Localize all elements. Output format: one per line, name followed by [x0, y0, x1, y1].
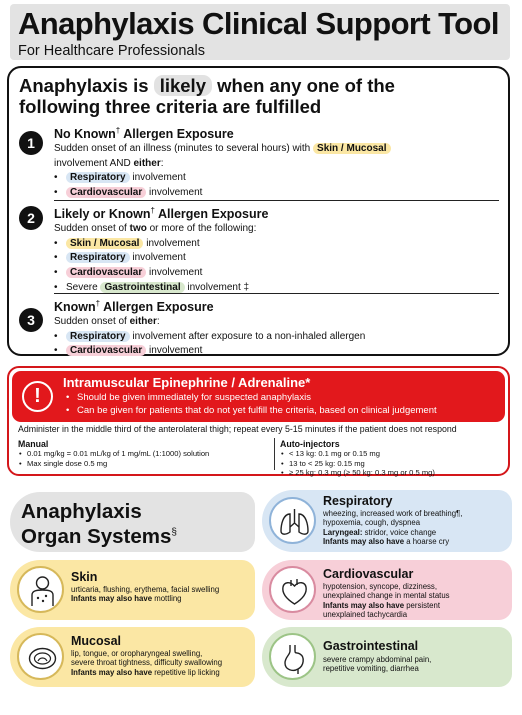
- auto-injector-list: [280, 449, 435, 478]
- list-item: [54, 344, 499, 359]
- epinephrine-title: Intramuscular Epinephrine / Adrenaline*: [63, 375, 311, 390]
- bullet-rest: involvement: [146, 345, 203, 357]
- respiratory-line1: wheezing, increased work of breathing¶,: [323, 509, 463, 518]
- criterion-3-intro-c: :: [156, 316, 160, 328]
- criterion-2-list: [54, 237, 499, 295]
- mucosal-title: Mucosal: [71, 634, 122, 648]
- criteria-heading-line2: following three criteria are fulfilled: [19, 96, 322, 117]
- cardiovascular-tag: Cardiovascular: [66, 345, 146, 356]
- criterion-2-title-text: Likely or Known: [54, 207, 151, 222]
- manual-dosing: [18, 439, 209, 468]
- infants-label: Infants may also have: [71, 667, 153, 677]
- divider: [54, 293, 499, 294]
- criterion-1-title-text: No Known: [54, 127, 116, 142]
- infants-text: a hoarse cry: [404, 537, 450, 547]
- dagger-mark: †: [115, 126, 121, 135]
- criterion-1-number: 1: [19, 131, 43, 155]
- gastrointestinal-title: Gastrointestinal: [323, 639, 419, 653]
- cardiovascular-line4: unexplained tachycardia: [323, 610, 408, 620]
- likely-highlight: likely: [154, 75, 212, 96]
- section-mark: §: [171, 527, 177, 538]
- list-item: [54, 266, 499, 281]
- manual-heading: Manual: [18, 439, 49, 449]
- gastrointestinal-line1: severe crampy abdominal pain,: [323, 655, 432, 664]
- organ-systems-title: [21, 501, 177, 547]
- skin-line1: urticaria, flushing, erythema, facial swelling: [71, 585, 220, 594]
- cardiovascular-text: [323, 582, 450, 620]
- infants-text: mottling: [152, 594, 182, 604]
- mouth-icon: [17, 633, 64, 680]
- criterion-1-intro2: [54, 157, 499, 172]
- criterion-2-intro-a: Sudden onset of: [54, 223, 130, 235]
- criterion-1-intro: [54, 142, 499, 157]
- list-item: • Max single dose 0.5 mg: [18, 459, 209, 469]
- respiratory-text: [323, 509, 462, 547]
- list-item: • Can be given for patients that do not yet fulfill the criteria, based on clinical judgement: [63, 404, 437, 417]
- skin-line2: [71, 594, 219, 603]
- list-item: • ≥ 25 kg: 0.3 mg (≥ 50 kg: 0.3 mg or 0.5 mg): [280, 468, 435, 478]
- laryngeal-label: Laryngeal:: [323, 527, 363, 537]
- criteria-heading-post: when any one of the: [217, 75, 395, 96]
- infants-label: Infants may also have: [71, 594, 153, 604]
- respiratory-tag: Respiratory: [66, 172, 130, 183]
- infants-text: repetitive lip licking: [152, 667, 220, 677]
- header: [10, 4, 510, 60]
- criterion-2-intro-c: or more of the following:: [146, 223, 257, 235]
- bullet-rest: involvement: [146, 266, 203, 278]
- list-item: • 13 to < 25 kg: 0.15 mg: [280, 459, 435, 469]
- bullet-rest: involvement: [129, 252, 186, 264]
- cardiovascular-title: Cardiovascular: [323, 567, 414, 581]
- bullet-rest: involvement: [129, 172, 186, 184]
- criterion-3: [54, 296, 499, 359]
- criterion-2: [54, 203, 499, 295]
- infants-text: persistent: [404, 600, 441, 610]
- mucosal-line3: [71, 668, 222, 677]
- criterion-3-list: [54, 330, 499, 359]
- respiratory-line3: [323, 528, 462, 537]
- epinephrine-banner: [12, 371, 505, 422]
- respiratory-line4: [323, 537, 462, 546]
- respiratory-tag: Respiratory: [66, 252, 130, 263]
- list-item: • Should be given immediately for suspected anaphylaxis: [63, 391, 437, 404]
- criterion-2-intro: [54, 222, 499, 237]
- criterion-1-list: [54, 171, 499, 200]
- page-title: Anaphylaxis Clinical Support Tool: [18, 6, 499, 41]
- dosing-divider: [274, 438, 275, 470]
- bullet-pre: Severe: [66, 281, 101, 293]
- list-item: [54, 171, 499, 186]
- stomach-icon: [269, 633, 316, 680]
- lungs-icon: [269, 497, 316, 544]
- criterion-3-title-text: Known: [54, 300, 96, 315]
- bullet-rest: involvement: [143, 237, 200, 249]
- cardiovascular-line3: [323, 601, 450, 610]
- criterion-2-number: 2: [19, 206, 43, 230]
- laryngeal-text: stridor, voice change: [362, 527, 437, 537]
- skin-title: Skin: [71, 570, 98, 584]
- list-item: [54, 186, 499, 201]
- cardiovascular-card: [262, 560, 512, 620]
- mucosal-text: [71, 649, 222, 677]
- criterion-1-title-rest: Allergen Exposure: [120, 127, 234, 142]
- exclamation-icon: !: [22, 381, 53, 412]
- list-item: [54, 251, 499, 266]
- auto-injector-heading: Auto-injectors: [280, 439, 340, 449]
- auto-injector-dosing: [280, 439, 435, 478]
- heart-icon: [269, 566, 316, 613]
- divider: [54, 200, 499, 201]
- gastrointestinal-card: [262, 627, 512, 687]
- criterion-1-intro-text: Sudden onset of an illness (minutes to several hours) with: [54, 143, 311, 155]
- criterion-1-intro2-a: involvement AND: [54, 157, 134, 169]
- list-item: [54, 330, 499, 345]
- list-item: • < 13 kg: 0.1 mg or 0.15 mg: [280, 449, 435, 459]
- cardiovascular-line1: hypotension, syncope, dizziness,: [323, 582, 437, 591]
- criterion-3-title-rest: Allergen Exposure: [100, 300, 214, 315]
- criterion-3-number: 3: [19, 308, 43, 332]
- bullet-rest: involvement after exposure to a non-inhaled allergen: [129, 330, 366, 342]
- administration-note: Administer in the middle third of the anterolateral thigh; repeat every 5-15 minutes if the patient does not respond: [18, 424, 457, 434]
- bullet-rest: involvement ‡: [184, 281, 250, 293]
- gastrointestinal-line2: repetitive vomiting, diarrhea: [323, 664, 419, 674]
- cardiovascular-line2: unexplained change in mental status: [323, 591, 450, 601]
- criteria-heading: [19, 75, 395, 117]
- epinephrine-box: [7, 366, 510, 476]
- organ-systems-heading: [10, 492, 255, 552]
- bullet-rest: involvement: [146, 186, 203, 198]
- gastrointestinal-tag: Gastrointestinal: [100, 282, 184, 293]
- epinephrine-bullets: [63, 391, 437, 417]
- list-item: [54, 237, 499, 252]
- skin-mucosal-tag: Skin / Mucosal: [313, 143, 390, 154]
- skin-text: [71, 585, 219, 604]
- criterion-1-either: either: [133, 157, 161, 169]
- organ-systems-title-line1: Anaphylaxis: [21, 500, 142, 523]
- criterion-3-intro-a: Sudden onset of: [54, 316, 130, 328]
- criterion-1: [54, 123, 499, 201]
- infants-label: Infants may also have: [323, 537, 405, 547]
- list-item: • 0.01 mg/kg = 0.01 mL/kg of 1 mg/mL (1:1000) solution: [18, 449, 209, 459]
- organ-systems-title-line2: Organ Systems: [21, 524, 172, 548]
- respiratory-title: Respiratory: [323, 494, 393, 508]
- page-subtitle: For Healthcare Professionals: [18, 43, 205, 59]
- skin-icon: [17, 566, 64, 613]
- manual-list: [18, 449, 209, 468]
- mucosal-line1: lip, tongue, or oropharyngeal swelling,: [71, 649, 203, 658]
- criterion-2-title: [54, 203, 499, 222]
- respiratory-tag: Respiratory: [66, 331, 130, 342]
- mucosal-card: [10, 627, 255, 687]
- mucosal-line2: severe throat tightness, difficulty swallowing: [71, 658, 223, 668]
- criterion-2-two: two: [129, 223, 147, 235]
- criterion-3-intro: [54, 315, 499, 330]
- cardiovascular-tag: Cardiovascular: [66, 187, 146, 198]
- respiratory-line2: hypoxemia, cough, dyspnea: [323, 518, 421, 528]
- criterion-3-either: either: [129, 316, 157, 328]
- dagger-mark: †: [150, 206, 155, 215]
- skin-card: [10, 560, 255, 620]
- skin-mucosal-tag: Skin / Mucosal: [66, 238, 143, 249]
- criterion-3-title: [54, 296, 499, 315]
- criteria-box: [7, 66, 510, 356]
- criterion-1-title: [54, 123, 499, 142]
- gastrointestinal-text: [323, 655, 431, 674]
- dagger-mark: †: [95, 299, 101, 308]
- respiratory-card: [262, 490, 512, 552]
- infants-label: Infants may also have: [323, 600, 405, 610]
- criterion-2-title-rest: Allergen Exposure: [155, 207, 269, 222]
- criteria-heading-pre: Anaphylaxis is: [19, 75, 149, 96]
- cardiovascular-tag: Cardiovascular: [66, 267, 146, 278]
- criterion-1-intro2-c: :: [160, 157, 164, 169]
